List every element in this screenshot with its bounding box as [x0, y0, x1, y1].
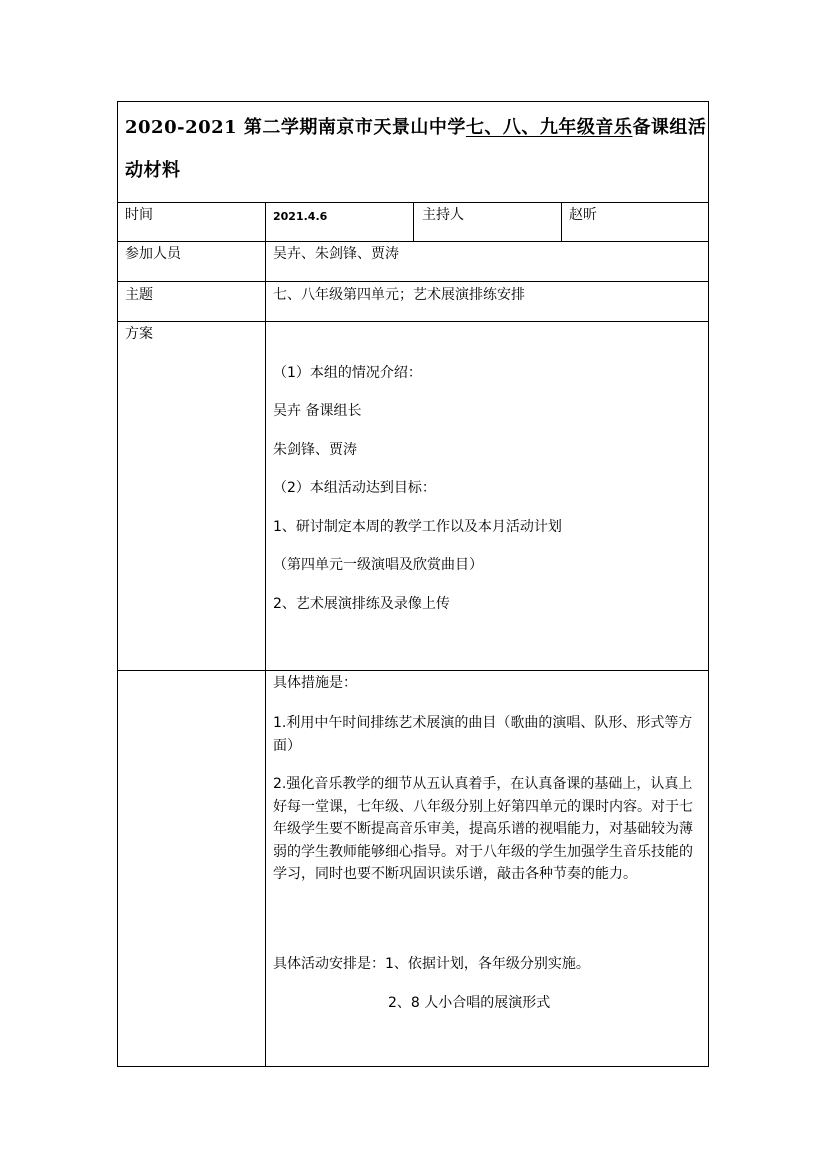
plan-intro: （1）本组的情况介绍： [273, 365, 422, 381]
plan-goal-1: 1、研讨制定本周的教学工作以及本月活动计划 [273, 519, 562, 535]
host-label: 主持人 [422, 207, 464, 223]
activity-arrangement: 具体活动安排是：1、依据计划，各年级分别实施。 [273, 956, 590, 972]
row-divider [117, 321, 709, 322]
title-underlined: 七、八、九年级音乐 [465, 117, 633, 138]
row-divider [117, 281, 709, 282]
column-divider [561, 202, 562, 241]
plan-goal-1-note: （第四单元一级演唱及欣赏曲目） [273, 557, 483, 573]
time-value: 2021.4.6 [273, 210, 328, 223]
column-divider [265, 202, 266, 1067]
measure-item-2: 2.强化音乐教学的细节从五认真着手，在认真备课的基础上，认真上好每一堂课，七年级、八年级分别上好第四单元的课时内容。对于七年级学生要不断提高音乐审美，提高乐谱的视唱能力，对基础较为薄弱的学生教师能够细心指导。对于八年级的学生加强学生音乐技能的学习，同时也要不断巩固识读乐谱，敲击各种节奏的能力。 [273, 776, 693, 882]
plan-members: 朱剑锋、贾涛 [273, 442, 357, 458]
plan-goal-2: 2、艺术展演排练及录像上传 [273, 596, 450, 612]
column-divider [413, 202, 414, 241]
participants-value: 吴卉、朱剑锋、贾涛 [273, 246, 399, 262]
plan-label: 方案 [125, 326, 153, 342]
host-value: 赵昕 [569, 207, 597, 223]
measure-item-1: 1.利用中午时间排练艺术展演的曲目（歌曲的演唱、队形、形式等方面） [273, 715, 693, 754]
participants-label: 参加人员 [125, 246, 181, 262]
time-label: 时间 [125, 207, 153, 223]
plan-goal-heading: （2）本组活动达到目标： [273, 480, 436, 496]
title-part3: 备课组活 [632, 117, 707, 138]
row-divider [117, 670, 709, 671]
topic-value: 七、八年级第四单元；艺术展演排练安排 [273, 287, 525, 303]
document-title-line2: 动材料 [125, 160, 181, 181]
table-frame [117, 101, 709, 1067]
row-divider [117, 241, 709, 242]
title-part1: 2020-2021 第二学期南京市天景山中学 [125, 117, 466, 138]
topic-label: 主题 [125, 287, 153, 303]
measures-heading: 具体措施是： [273, 675, 357, 691]
plan-leader: 吴卉 备课组长 [273, 403, 362, 419]
activity-arrangement-2: 2、8 人小合唱的展演形式 [388, 995, 551, 1011]
document-title [125, 113, 706, 139]
